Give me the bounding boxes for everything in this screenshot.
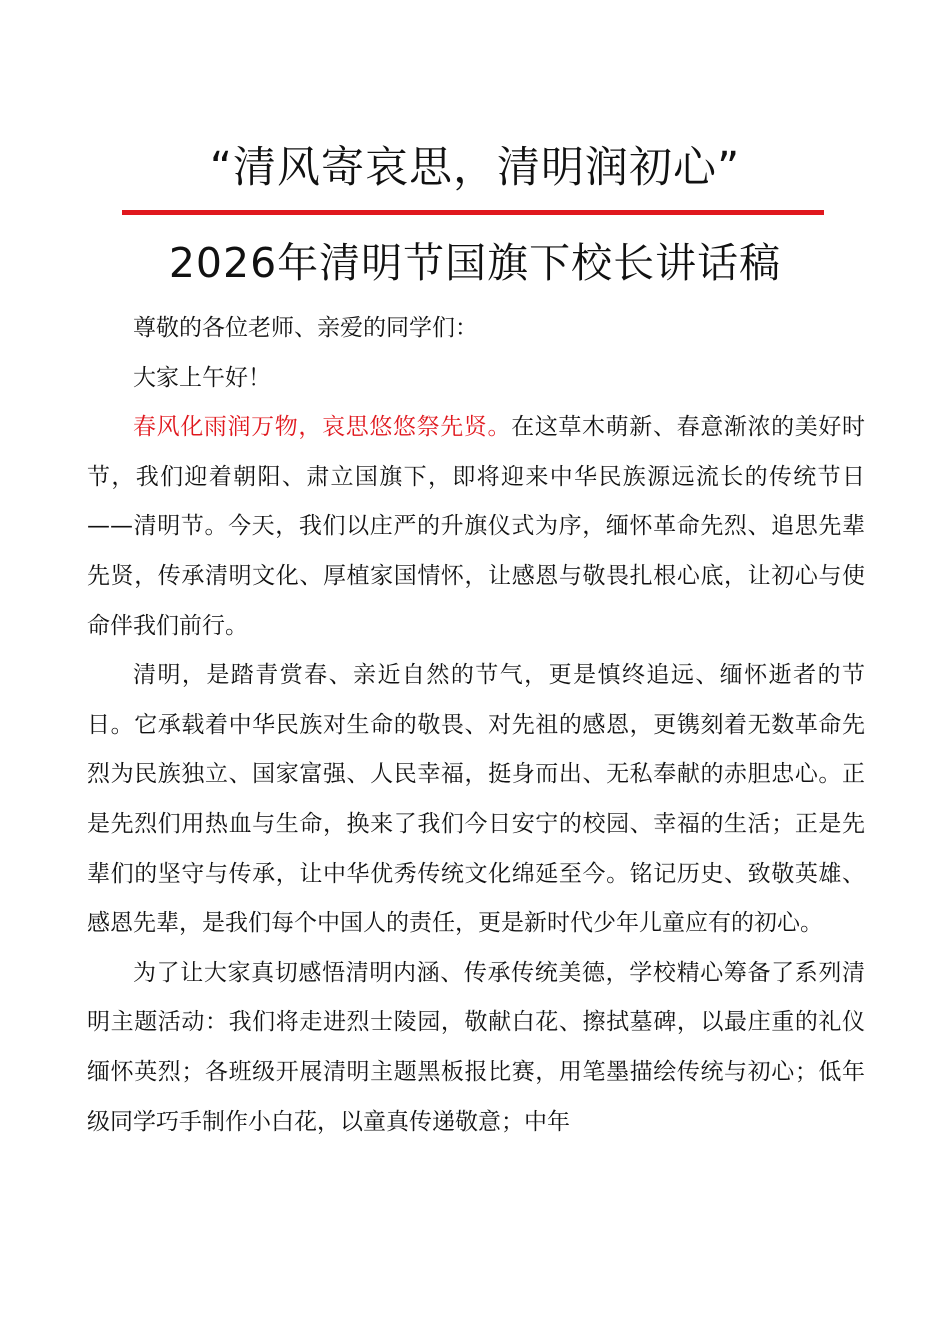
paragraph-3: 为了让大家真切感悟清明内涵、传承传统美德，学校精心筹备了系列清明主题活动：我们将走进烈士陵园，敬献白花、擦拭墓碑，以最庄重的礼仪缅怀英烈；各班级开展清明主题黑板报比赛，用笔墨描绘传统与初心；低年级同学巧手制作小白花，以童真传递敬意；中年 [87, 959, 865, 1135]
paragraph-2: 清明，是踏青赏春、亲近自然的节气，更是慎终追远、缅怀逝者的节日。它承载着中华民族对生命的敬畏、对先祖的感恩，更镌刻着无数革命先烈为民族独立、国家富强、人民幸福，挺身而出、无私奉献的赤胆忠心。正是先烈们用热血与生命，换来了我们今日安宁的校园、幸福的生活；正是先辈们的坚守与传承，让中华优秀传统文化绵延至今。铭记历史、致敬英雄、感恩先辈，是我们每个中国人的责任，更是新时代少年儿童应有的初心。 [87, 662, 865, 937]
document-subtitle: 2026年清明节国旗下校长讲话稿 [168, 239, 782, 287]
title-divider [122, 210, 824, 215]
document-title: “清风寄哀思，清明润初心” [209, 143, 741, 193]
highlighted-opening: 春风化雨润万物，哀思悠悠祭先贤。 [133, 414, 512, 441]
salutation: 尊敬的各位老师、亲爱的同学们： [133, 315, 478, 341]
paragraph-1 [87, 403, 865, 651]
greeting: 大家上午好！ [133, 364, 271, 391]
document-body [87, 304, 865, 1147]
paragraph-1-text: 在这草木萌新、春意渐浓的美好时节，我们迎着朝阳、肃立国旗下，即将迎来中华民族源远流长的传统节日——清明节。今天，我们以庄严的升旗仪式为序，缅怀革命先烈、追思先辈先贤，传承清明文化、厚植家国情怀，让感恩与敬畏扎根心底，让初心与使命伴我们前行。 [87, 414, 866, 639]
